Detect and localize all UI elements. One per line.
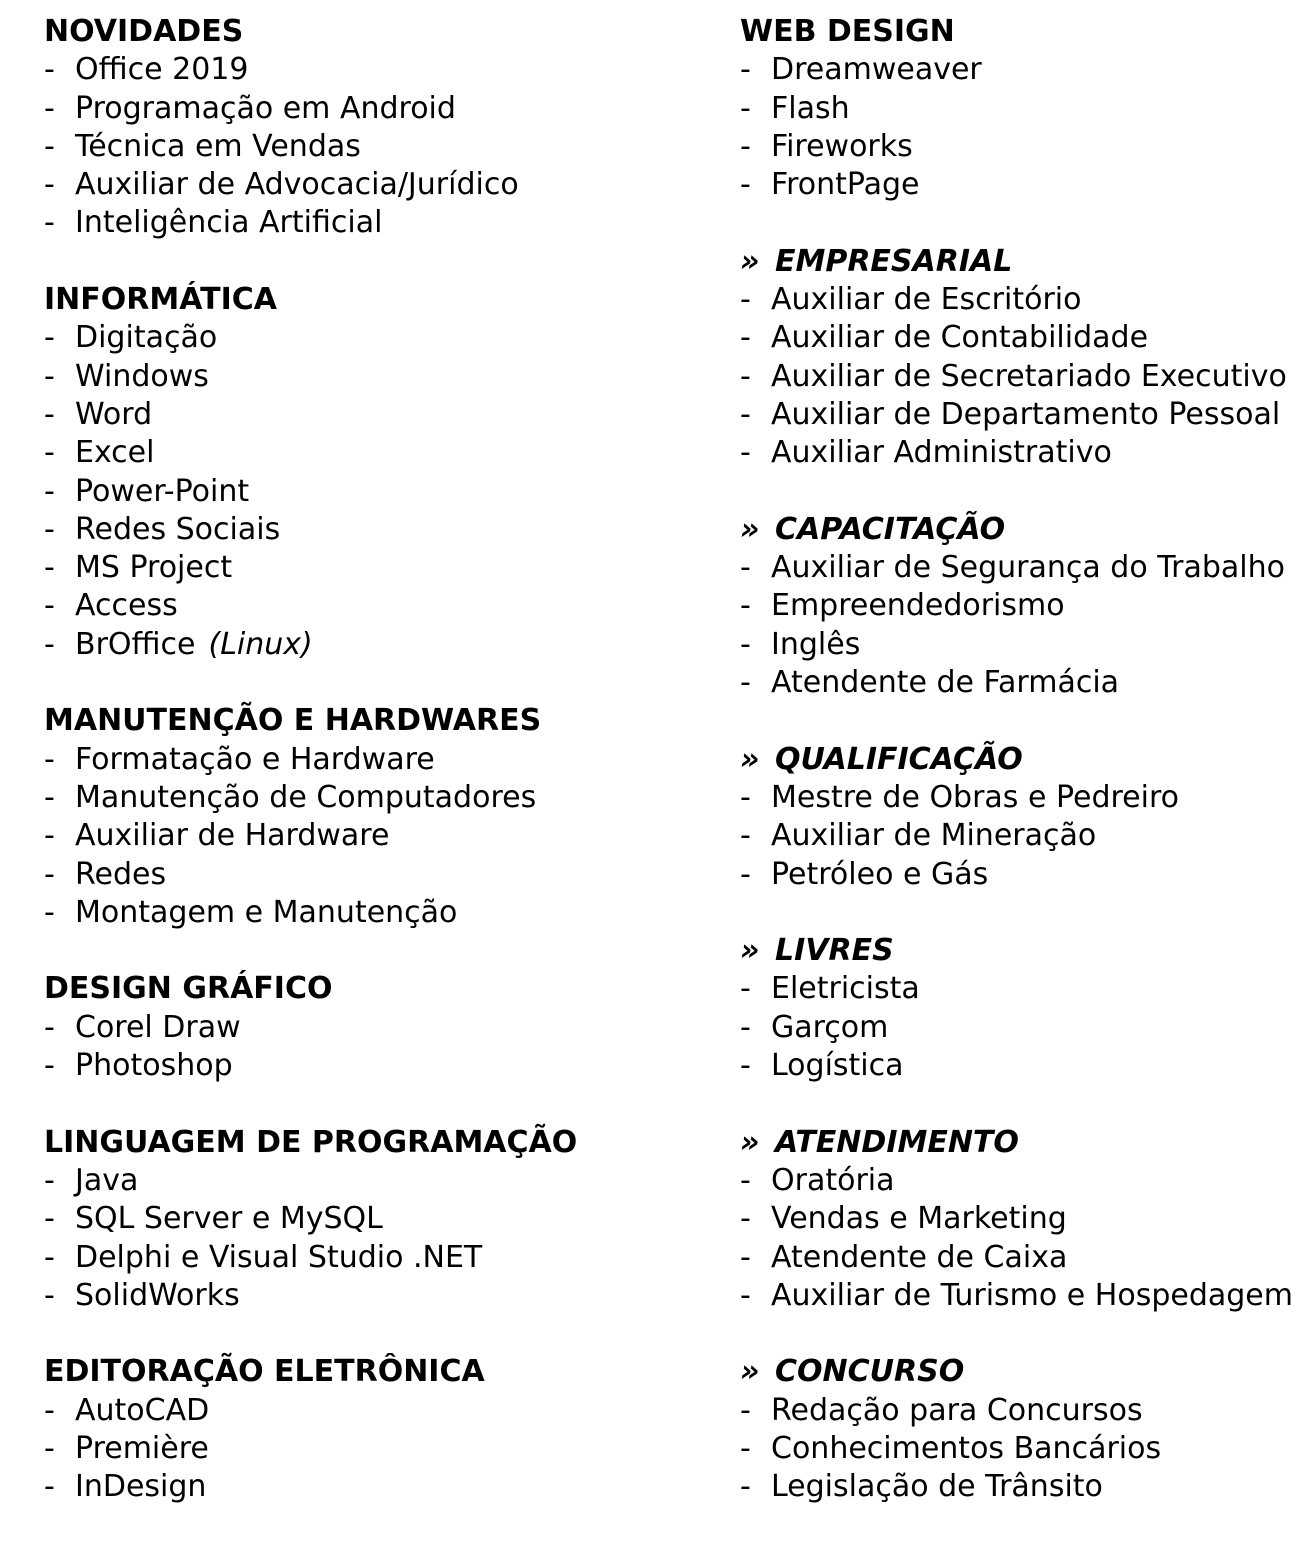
- bullet-dash: -: [44, 588, 55, 624]
- arrow-glyph: »: [740, 1124, 760, 1160]
- bullet-dash: -: [44, 550, 55, 586]
- section-heading: [44, 970, 740, 1008]
- course-item-label: Dreamweaver: [771, 52, 982, 88]
- course-item: [740, 90, 1300, 128]
- section-title: CONCURSO: [775, 1354, 965, 1390]
- catalog-section: [44, 1124, 740, 1315]
- course-item: [44, 741, 740, 779]
- course-item: [44, 204, 740, 242]
- course-item: [44, 1392, 740, 1430]
- bullet-dash: -: [740, 128, 751, 164]
- course-item-label: BrOffice: [75, 626, 196, 662]
- section-title: LINGUAGEM DE PROGRAMAÇÃO: [44, 1124, 578, 1160]
- arrow-glyph: »: [740, 1354, 760, 1390]
- bullet-dash: -: [740, 818, 751, 854]
- course-item-label: Windows: [75, 358, 209, 394]
- course-item-label: Inteligência Artificial: [75, 205, 383, 241]
- section-heading: [740, 1353, 1300, 1391]
- course-item-label: Eletricista: [771, 971, 920, 1007]
- course-item: [44, 856, 740, 894]
- course-item: [740, 1277, 1300, 1315]
- bullet-dash: -: [44, 1430, 55, 1466]
- course-item-label: InDesign: [75, 1469, 207, 1505]
- course-item-label: Auxiliar de Secretariado Executivo: [771, 358, 1287, 394]
- catalog-section: [44, 970, 740, 1085]
- course-item-label: Auxiliar de Segurança do Trabalho: [771, 550, 1285, 586]
- section-title: DESIGN GRÁFICO: [44, 971, 333, 1007]
- catalog-section: [44, 702, 740, 932]
- section-title: INFORMÁTICA: [44, 282, 277, 318]
- course-item: [44, 1468, 740, 1506]
- bullet-dash: -: [44, 856, 55, 892]
- course-item-label: Manutenção de Computadores: [75, 779, 537, 815]
- course-item: [740, 970, 1300, 1008]
- catalog-section: [740, 1124, 1300, 1315]
- catalog-section: [44, 1353, 740, 1506]
- course-item: [740, 549, 1300, 587]
- course-item-label: Access: [75, 588, 178, 624]
- course-item: [740, 1468, 1300, 1506]
- bullet-dash: -: [740, 282, 751, 318]
- catalog-section: [44, 281, 740, 664]
- course-item-label: Delphi e Visual Studio .NET: [75, 1239, 483, 1275]
- course-item-label: Excel: [75, 435, 155, 471]
- bullet-dash: -: [44, 52, 55, 88]
- bullet-dash: -: [44, 435, 55, 471]
- bullet-dash: -: [44, 1469, 55, 1505]
- catalog-section: [740, 243, 1300, 473]
- bullet-dash: -: [740, 1201, 751, 1237]
- course-item-label: Mestre de Obras e Pedreiro: [771, 779, 1179, 815]
- course-item: [740, 664, 1300, 702]
- course-item: [44, 626, 740, 664]
- course-item: [44, 51, 740, 89]
- course-item: [740, 1200, 1300, 1238]
- course-item: [44, 511, 740, 549]
- course-item: [740, 1239, 1300, 1277]
- bullet-dash: -: [44, 473, 55, 509]
- course-item: [740, 1392, 1300, 1430]
- bullet-dash: -: [740, 167, 751, 203]
- bullet-dash: -: [740, 1392, 751, 1428]
- course-item-label: Auxiliar de Mineração: [771, 818, 1097, 854]
- bullet-dash: -: [44, 626, 55, 662]
- bullet-dash: -: [740, 1162, 751, 1198]
- arrow-glyph: »: [740, 741, 760, 777]
- course-item-label: Formatação e Hardware: [75, 741, 435, 777]
- course-item: [44, 894, 740, 932]
- catalog-section: [740, 1353, 1300, 1506]
- section-heading: [740, 243, 1300, 281]
- catalog-section: [740, 741, 1300, 894]
- arrow-glyph: »: [740, 933, 760, 969]
- bullet-dash: -: [740, 665, 751, 701]
- section-title: NOVIDADES: [44, 14, 244, 49]
- section-heading: [44, 1124, 740, 1162]
- course-item-label: Digitação: [75, 320, 218, 356]
- course-item: [740, 51, 1300, 89]
- course-item-label: Fireworks: [771, 128, 913, 164]
- bullet-dash: -: [44, 741, 55, 777]
- bullet-dash: -: [44, 1162, 55, 1198]
- course-item-label: Montagem e Manutenção: [75, 894, 458, 930]
- course-item-label: Técnica em Vendas: [75, 128, 361, 164]
- bullet-dash: -: [44, 396, 55, 432]
- section-heading: [44, 281, 740, 319]
- course-item: [44, 434, 740, 472]
- course-item-label: Auxiliar de Advocacia/Jurídico: [75, 167, 519, 203]
- course-item-label: Garçom: [771, 1009, 889, 1045]
- bullet-dash: -: [740, 1430, 751, 1466]
- course-item-label: Corel Draw: [75, 1009, 241, 1045]
- section-title: WEB DESIGN: [740, 14, 955, 49]
- section-title: QUALIFICAÇÃO: [775, 741, 1023, 777]
- course-item-label: Auxiliar de Departamento Pessoal: [771, 396, 1281, 432]
- course-item-label: MS Project: [75, 550, 233, 586]
- course-item: [44, 319, 740, 357]
- section-title: MANUTENÇÃO E HARDWARES: [44, 703, 542, 739]
- bullet-dash: -: [44, 1277, 55, 1313]
- bullet-dash: -: [44, 1009, 55, 1045]
- course-item-label: Logística: [771, 1048, 904, 1084]
- course-item: [740, 587, 1300, 625]
- course-item-label: Conhecimentos Bancários: [771, 1430, 1162, 1466]
- course-item: [44, 358, 740, 396]
- section-title: LIVRES: [775, 933, 894, 969]
- course-item-label: FrontPage: [771, 167, 920, 203]
- course-item: [740, 1430, 1300, 1468]
- course-item-label: SQL Server e MySQL: [75, 1201, 383, 1237]
- bullet-dash: -: [44, 128, 55, 164]
- section-title: EDITORAÇÃO ELETRÔNICA: [44, 1354, 485, 1390]
- course-item: [740, 856, 1300, 894]
- course-item: [740, 626, 1300, 664]
- catalog-column-right: [740, 13, 1300, 1545]
- bullet-dash: -: [740, 90, 751, 126]
- section-heading: [740, 1124, 1300, 1162]
- course-item: [44, 1239, 740, 1277]
- bullet-dash: -: [44, 320, 55, 356]
- course-item-label: Word: [75, 396, 153, 432]
- course-item: [44, 396, 740, 434]
- arrow-glyph: »: [740, 243, 760, 279]
- bullet-dash: -: [740, 52, 751, 88]
- course-item: [44, 587, 740, 625]
- bullet-dash: -: [44, 90, 55, 126]
- section-heading: [44, 13, 740, 51]
- course-item-label: Legislação de Trânsito: [771, 1469, 1103, 1505]
- course-item: [44, 1009, 740, 1047]
- course-item: [44, 1277, 740, 1315]
- bullet-dash: -: [44, 818, 55, 854]
- section-title: EMPRESARIAL: [775, 243, 1013, 279]
- course-item: [740, 779, 1300, 817]
- course-item: [44, 549, 740, 587]
- course-item: [44, 1047, 740, 1085]
- course-item: [44, 166, 740, 204]
- bullet-dash: -: [740, 320, 751, 356]
- course-item-label: Auxiliar de Hardware: [75, 818, 390, 854]
- bullet-dash: -: [740, 1048, 751, 1084]
- bullet-dash: -: [44, 1392, 55, 1428]
- course-item-label: Office 2019: [75, 52, 249, 88]
- course-item: [44, 779, 740, 817]
- bullet-dash: -: [740, 588, 751, 624]
- bullet-dash: -: [740, 1239, 751, 1275]
- course-item-label: Auxiliar de Escritório: [771, 282, 1082, 318]
- course-item-label: Auxiliar Administrativo: [771, 435, 1112, 471]
- bullet-dash: -: [740, 971, 751, 1007]
- course-item: [44, 1430, 740, 1468]
- course-item-label: Atendente de Farmácia: [771, 665, 1120, 701]
- catalog-section: [44, 13, 740, 243]
- course-item-label: Programação em Android: [75, 90, 456, 126]
- course-item-label: AutoCAD: [75, 1392, 210, 1428]
- bullet-dash: -: [44, 205, 55, 241]
- bullet-dash: -: [44, 1239, 55, 1275]
- course-item: [44, 817, 740, 855]
- course-item-label: Auxiliar de Turismo e Hospedagem: [771, 1277, 1293, 1313]
- course-item-label: Atendente de Caixa: [771, 1239, 1068, 1275]
- course-item: [44, 90, 740, 128]
- course-item-label: Java: [75, 1162, 139, 1198]
- course-item: [44, 473, 740, 511]
- section-title: CAPACITAÇÃO: [775, 511, 1006, 547]
- course-item-label: Auxiliar de Contabilidade: [771, 320, 1149, 356]
- bullet-dash: -: [44, 1048, 55, 1084]
- section-heading: [740, 13, 1300, 51]
- bullet-dash: -: [44, 511, 55, 547]
- arrow-glyph: »: [740, 511, 760, 547]
- bullet-dash: -: [740, 626, 751, 662]
- section-heading: [740, 741, 1300, 779]
- bullet-dash: -: [44, 894, 55, 930]
- course-item: [740, 396, 1300, 434]
- course-item-label: Power-Point: [75, 473, 250, 509]
- course-item-label: SolidWorks: [75, 1277, 240, 1313]
- section-heading: [44, 1353, 740, 1391]
- course-item-label: Première: [75, 1430, 209, 1466]
- course-item-label: Photoshop: [75, 1048, 233, 1084]
- bullet-dash: -: [740, 1469, 751, 1505]
- course-item-label: Empreendedorismo: [771, 588, 1065, 624]
- bullet-dash: -: [740, 550, 751, 586]
- bullet-dash: -: [740, 779, 751, 815]
- course-item: [44, 1162, 740, 1200]
- course-item: [740, 1162, 1300, 1200]
- bullet-dash: -: [44, 779, 55, 815]
- catalog-column-left: [44, 13, 740, 1545]
- bullet-dash: -: [740, 856, 751, 892]
- course-item-label: Inglês: [771, 626, 861, 662]
- bullet-dash: -: [740, 435, 751, 471]
- section-heading: [740, 511, 1300, 549]
- course-item: [740, 434, 1300, 472]
- bullet-dash: -: [44, 167, 55, 203]
- course-item: [740, 1047, 1300, 1085]
- course-item: [740, 128, 1300, 166]
- bullet-dash: -: [740, 396, 751, 432]
- section-heading: [44, 702, 740, 740]
- course-item: [740, 281, 1300, 319]
- course-item-label: Redes: [75, 856, 167, 892]
- course-item-label: Vendas e Marketing: [771, 1201, 1067, 1237]
- bullet-dash: -: [44, 358, 55, 394]
- course-item-label: Petróleo e Gás: [771, 856, 989, 892]
- bullet-dash: -: [44, 1201, 55, 1237]
- section-title: ATENDIMENTO: [775, 1124, 1019, 1160]
- section-heading: [740, 932, 1300, 970]
- catalog-section: [740, 13, 1300, 204]
- bullet-dash: -: [740, 1009, 751, 1045]
- course-item: [740, 1009, 1300, 1047]
- course-item-label: Flash: [771, 90, 850, 126]
- course-item-label: Redes Sociais: [75, 511, 281, 547]
- course-item: [740, 319, 1300, 357]
- course-item-label: Redação para Concursos: [771, 1392, 1143, 1428]
- course-item-label: Oratória: [771, 1162, 895, 1198]
- course-item: [740, 166, 1300, 204]
- course-item: [44, 128, 740, 166]
- course-item: [740, 817, 1300, 855]
- course-item: [44, 1200, 740, 1238]
- course-item: [740, 358, 1300, 396]
- bullet-dash: -: [740, 1277, 751, 1313]
- catalog-section: [740, 511, 1300, 702]
- course-item-note: (Linux): [208, 626, 313, 662]
- catalog-section: [740, 932, 1300, 1085]
- bullet-dash: -: [740, 358, 751, 394]
